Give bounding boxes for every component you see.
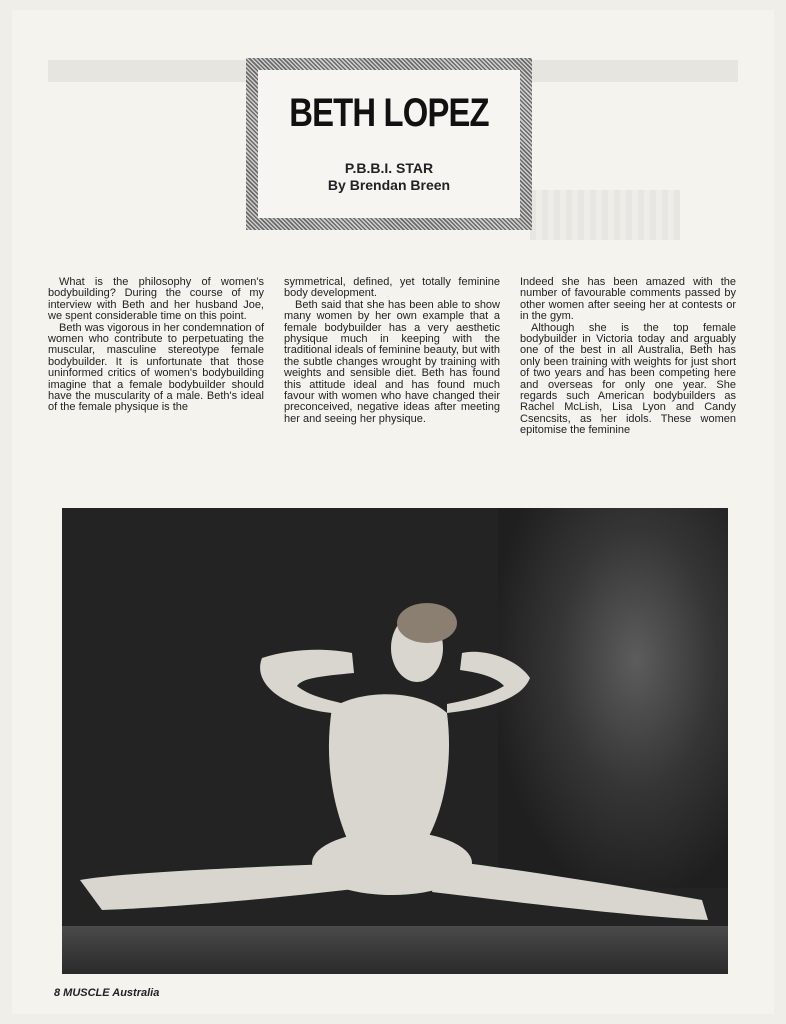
byline: By Brendan Breen: [327, 177, 451, 193]
title-box: [246, 58, 532, 230]
article-body: [48, 277, 738, 437]
paragraph: Indeed she has been amazed with the number of favourable comments passed by other women after seeing her at contests or in the gym.: [520, 276, 736, 323]
article-subtitle: [258, 160, 520, 194]
show-through-text: [530, 190, 680, 240]
column-3: [520, 277, 736, 437]
page-footer: 8 MUSCLE Australia: [54, 987, 160, 999]
column-1: [48, 277, 264, 437]
photo-ground-ledge: [62, 926, 728, 974]
column-2: [284, 277, 500, 437]
paragraph: Although she is the top female bodybuilder in Victoria today and arguably one of the best in all Australia, Beth has only been training with weights for just short of two years and has been competing here and overseas for only one year. She regards such American bodybuilders as Rachel McLish, Lisa Lyon and Candy Csencsits, as her idols. These women epitomise the feminine: [520, 321, 736, 437]
subtitle-line-1: P.B.B.I. STAR: [344, 160, 434, 176]
paragraph: Beth said that she has been able to show many women by her own example that a female bodybuilder has a very aesthetic physique much in keeping with the traditional ideals of feminine beauty, but with the subtle changes wrought by training with weights and sensible diet. Beth has found this attitude ideal and has found much favour with women who have changed their preconceived, negative ideas after meeting her and seeing her physique.: [284, 298, 500, 425]
bodybuilder-figure: [62, 508, 728, 974]
paragraph: Beth was vigorous in her condemnation of women who contribute to perpetuating the muscular, masculine stereotype female bodybuilder. It is unfortunate that those uninformed critics of women's bodybuilding imagine that a female bodybuilder should have the muscularity of a male. Beth's ideal of the female physique is the: [48, 321, 264, 414]
paragraph: What is the philosophy of women's bodybuilding? During the course of my interview with Beth and her husband Joe, we spent considerable time on this point.: [48, 276, 264, 323]
title-box-inner: [258, 70, 520, 218]
article-photo: [62, 508, 728, 974]
paragraph: symmetrical, defined, yet totally feminine body development.: [284, 276, 500, 300]
article-title: BETH LOPEZ: [289, 91, 489, 135]
